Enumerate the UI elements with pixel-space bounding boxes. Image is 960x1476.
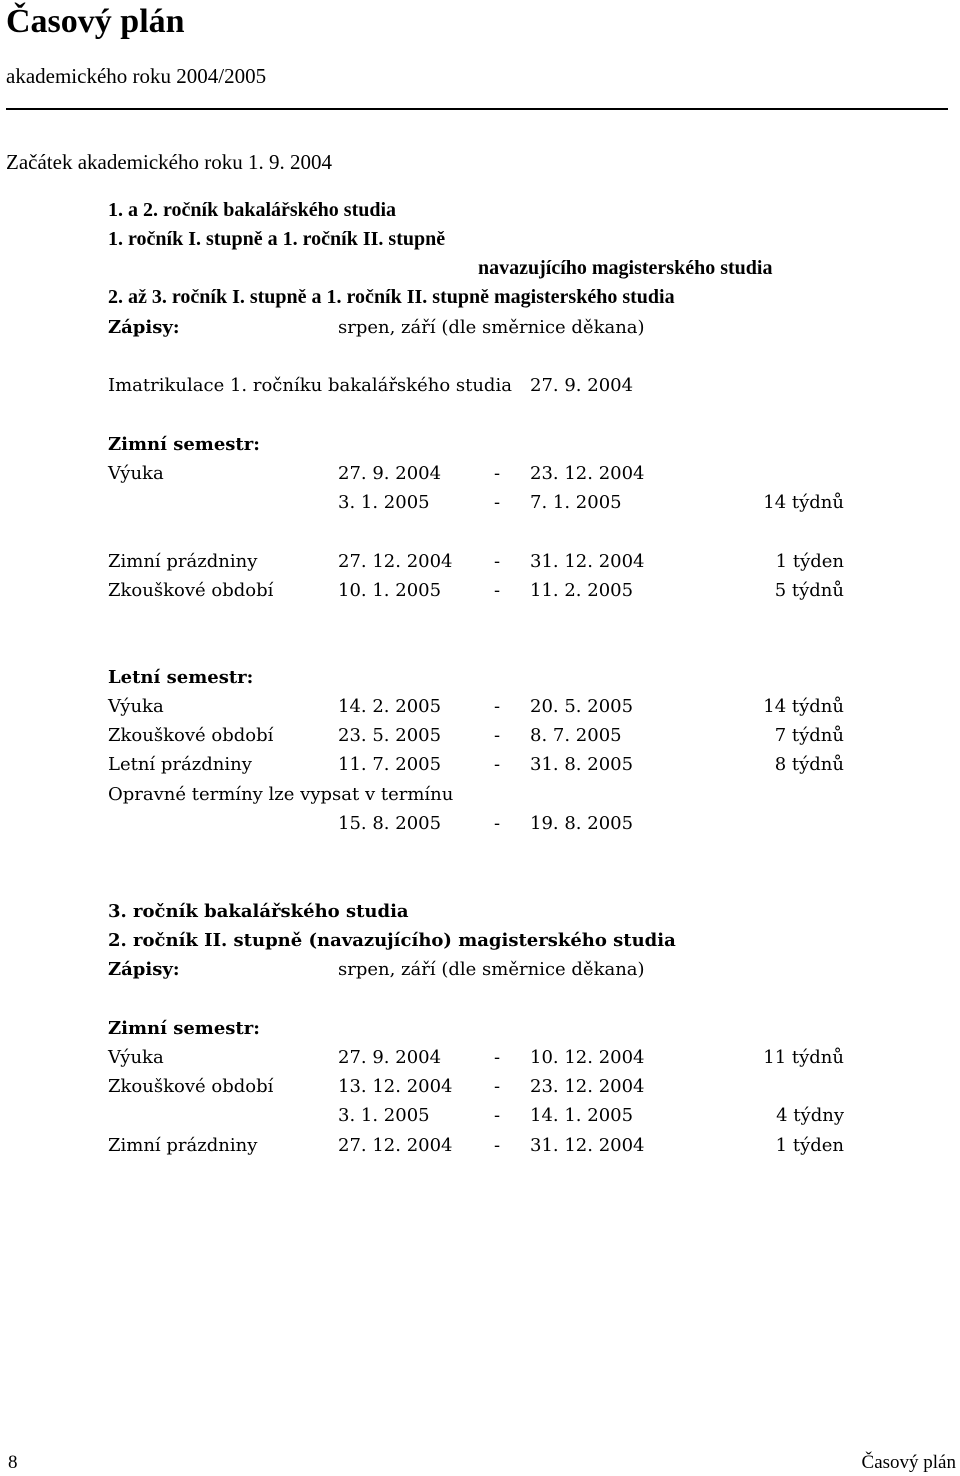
- row-to-date: 8. 7. 2005: [530, 725, 622, 746]
- row-from-date: 23. 5. 2005: [338, 725, 442, 746]
- row-dash: -: [494, 696, 501, 717]
- row-from-date: 27. 12. 2004: [338, 1135, 453, 1156]
- row-from-date: 13. 12. 2004: [338, 1076, 453, 1097]
- row-dash: -: [494, 551, 501, 572]
- row-dash: -: [494, 580, 501, 601]
- row-from-date: 10. 1. 2005: [338, 580, 442, 601]
- imatrikulace-date: 27. 9. 2004: [530, 375, 634, 396]
- row-note: 8 týdnů: [774, 754, 844, 775]
- row-note: 5 týdnů: [774, 580, 844, 601]
- row-to-date: 31. 12. 2004: [530, 551, 645, 572]
- summer-semester-heading: Letní semestr:: [108, 667, 254, 688]
- row-dash: -: [494, 1135, 501, 1156]
- row-to-date: 20. 5. 2005: [530, 696, 634, 717]
- section1-line-1: 1. a 2. ročník bakalářského studia: [108, 199, 397, 221]
- row-from-date: 27. 9. 2004: [338, 1047, 442, 1068]
- row-note: 14 týdnů: [763, 492, 844, 513]
- row-from-date: 27. 12. 2004: [338, 551, 453, 572]
- section2-zapisy-label: Zápisy:: [108, 959, 180, 980]
- row-to-date: 31. 12. 2004: [530, 1135, 645, 1156]
- row-note: 14 týdnů: [763, 696, 844, 717]
- section1-zapisy-label: Zápisy:: [108, 317, 180, 338]
- row-note: 1 týden: [775, 551, 844, 572]
- row-from-date: 15. 8. 2005: [338, 813, 442, 834]
- section2-line-1: 3. ročník bakalářského studia: [108, 901, 409, 922]
- row-note: 4 týdny: [776, 1105, 844, 1126]
- section1-line-4: 2. až 3. ročník I. stupně a 1. ročník II. stupně magisterského studia: [108, 286, 675, 308]
- row-label: Letní prázdniny: [108, 754, 252, 775]
- row-label: Zimní prázdniny: [108, 551, 258, 572]
- section2-zapisy-value: srpen, září (dle směrnice děkana): [338, 959, 645, 980]
- row-label: Zkouškové období: [108, 1076, 274, 1097]
- page-subtitle: akademického roku 2004/2005: [6, 64, 267, 88]
- row-to-date: 23. 12. 2004: [530, 1076, 645, 1097]
- row-dash: -: [494, 1076, 501, 1097]
- section1-zapisy-value: srpen, září (dle směrnice děkana): [338, 317, 645, 338]
- row-dash: -: [494, 463, 501, 484]
- row-to-date: 14. 1. 2005: [530, 1105, 634, 1126]
- opravne-terminy-label: Opravné termíny lze vypsat v termínu: [108, 784, 454, 805]
- section1-line-2: 1. ročník I. stupně a 1. ročník II. stupně: [108, 228, 446, 250]
- row-to-date: 19. 8. 2005: [530, 813, 634, 834]
- row-label: Zkouškové období: [108, 725, 274, 746]
- row-from-date: 14. 2. 2005: [338, 696, 442, 717]
- row-note: 1 týden: [775, 1135, 844, 1156]
- row-to-date: 10. 12. 2004: [530, 1047, 645, 1068]
- row-dash: -: [494, 754, 501, 775]
- row-from-date: 3. 1. 2005: [338, 492, 430, 513]
- running-title: Časový plán: [861, 1452, 956, 1473]
- imatrikulace-label: Imatrikulace 1. ročníku bakalářského studia: [108, 375, 512, 396]
- page-title: Časový plán: [6, 3, 185, 40]
- row-dash: -: [494, 813, 501, 834]
- row-label: Výuka: [108, 463, 164, 484]
- row-to-date: 23. 12. 2004: [530, 463, 645, 484]
- row-dash: -: [494, 1047, 501, 1068]
- row-from-date: 3. 1. 2005: [338, 1105, 430, 1126]
- row-from-date: 27. 9. 2004: [338, 463, 442, 484]
- title-rule: [6, 108, 948, 110]
- section1-line-3: navazujícího magisterského studia: [478, 257, 773, 279]
- row-dash: -: [494, 492, 501, 513]
- row-to-date: 11. 2. 2005: [530, 580, 634, 601]
- academic-year-start: Začátek akademického roku 1. 9. 2004: [6, 150, 332, 174]
- row-note: 7 týdnů: [774, 725, 844, 746]
- row-label: Zkouškové období: [108, 580, 274, 601]
- row-label: Zimní prázdniny: [108, 1135, 258, 1156]
- row-dash: -: [494, 1105, 501, 1126]
- section2-winter-heading: Zimní semestr:: [108, 1018, 260, 1039]
- row-note: 11 týdnů: [763, 1047, 844, 1068]
- winter-semester-heading: Zimní semestr:: [108, 434, 260, 455]
- row-from-date: 11. 7. 2005: [338, 754, 442, 775]
- row-to-date: 31. 8. 2005: [530, 754, 634, 775]
- page-number: 8: [8, 1452, 18, 1473]
- row-dash: -: [494, 725, 501, 746]
- row-label: Výuka: [108, 696, 164, 717]
- row-label: Výuka: [108, 1047, 164, 1068]
- section2-line-2: 2. ročník II. stupně (navazujícího) magisterského studia: [108, 930, 676, 951]
- row-to-date: 7. 1. 2005: [530, 492, 622, 513]
